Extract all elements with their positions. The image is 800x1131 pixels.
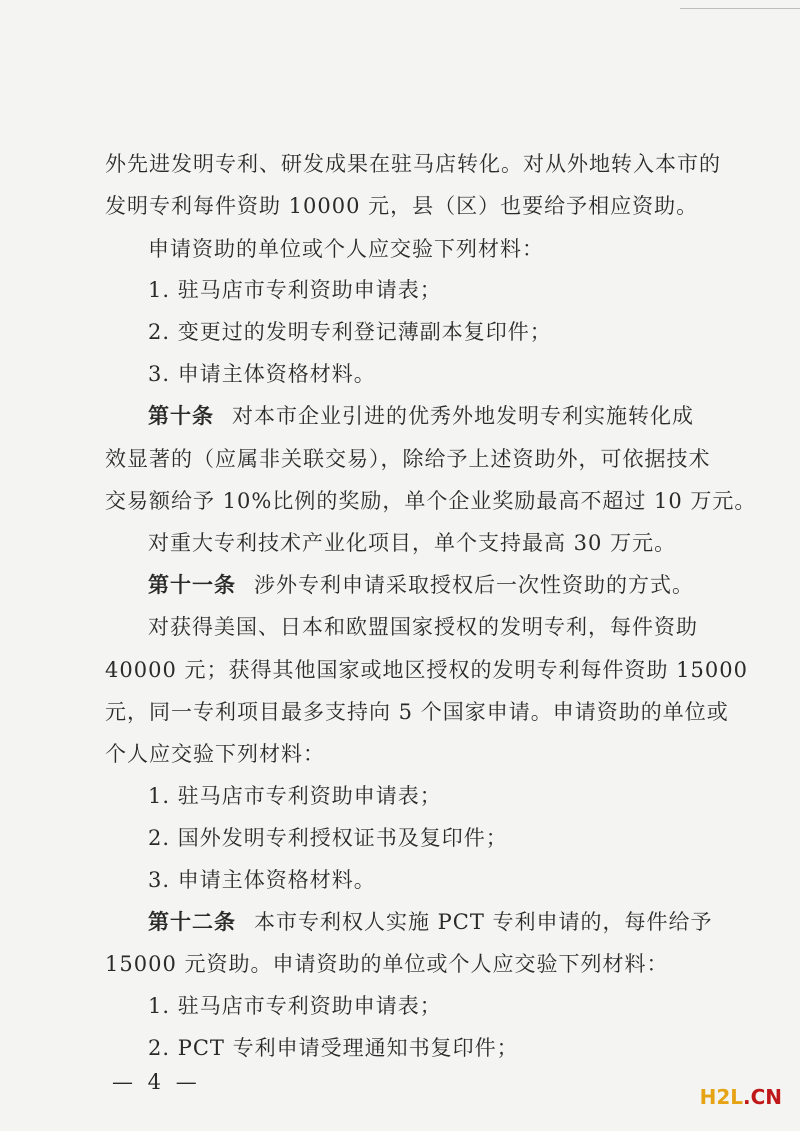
list-item: 2. PCT 专利申请受理通知书复印件；	[148, 1036, 519, 1060]
text-line: 申请资助的单位或个人应交验下列材料：	[148, 237, 544, 261]
list-item: 3. 申请主体资格材料。	[148, 362, 376, 386]
text-line: 40000 元；获得其他国家或地区授权的发明专利每件资助 15000	[105, 658, 748, 682]
text-line: 个人应交验下列材料：	[105, 742, 325, 766]
text-line: 元，同一专利项目最多支持向 5 个国家申请。申请资助的单位或	[105, 700, 729, 724]
list-item: 1. 驻马店市专利资助申请表；	[148, 784, 442, 808]
article-12-heading: 第十二条	[148, 910, 236, 934]
watermark-logo	[700, 1085, 782, 1109]
text-line: 本市专利权人实施 PCT 专利申请的，每件给予	[254, 910, 713, 934]
text-line: 对获得美国、日本和欧盟国家授权的发明专利，每件资助	[148, 615, 698, 639]
watermark-brand: H2L	[699, 1085, 743, 1109]
page-number: — 4 —	[112, 1070, 201, 1094]
list-item: 2. 变更过的发明专利登记薄副本复印件；	[148, 320, 552, 344]
text-line: 对本市企业引进的优秀外地发明专利实施转化成	[232, 404, 694, 428]
list-item: 1. 驻马店市专利资助申请表；	[148, 278, 442, 302]
scan-edge-line	[680, 8, 800, 9]
article-10-line	[148, 398, 748, 434]
text-line: 15000 元资助。申请资助的单位或个人应交验下列材料：	[105, 952, 669, 976]
text-line: 外先进发明专利、研发成果在驻马店转化。对从外地转入本市的	[105, 152, 721, 176]
list-item: 3. 申请主体资格材料。	[148, 868, 376, 892]
list-item: 2. 国外发明专利授权证书及复印件；	[148, 826, 508, 850]
text-line: 对重大专利技术产业化项目，单个支持最高 30 万元。	[148, 531, 677, 555]
text-line: 交易额给予 10%比例的奖励，单个企业奖励最高不超过 10 万元。	[105, 489, 757, 513]
watermark-suffix: .CN	[742, 1085, 782, 1109]
list-item: 1. 驻马店市专利资助申请表；	[148, 994, 442, 1018]
article-12-line	[148, 904, 748, 940]
article-11-heading: 第十一条	[148, 573, 236, 597]
article-10-heading: 第十条	[148, 404, 214, 428]
text-line: 发明专利每件资助 10000 元，县（区）也要给予相应资助。	[105, 194, 699, 218]
article-11-line	[148, 567, 748, 603]
text-line: 效显著的（应属非关联交易），除给予上述资助外，可依据技术	[105, 447, 711, 471]
text-line: 涉外专利申请采取授权后一次性资助的方式。	[254, 573, 694, 597]
